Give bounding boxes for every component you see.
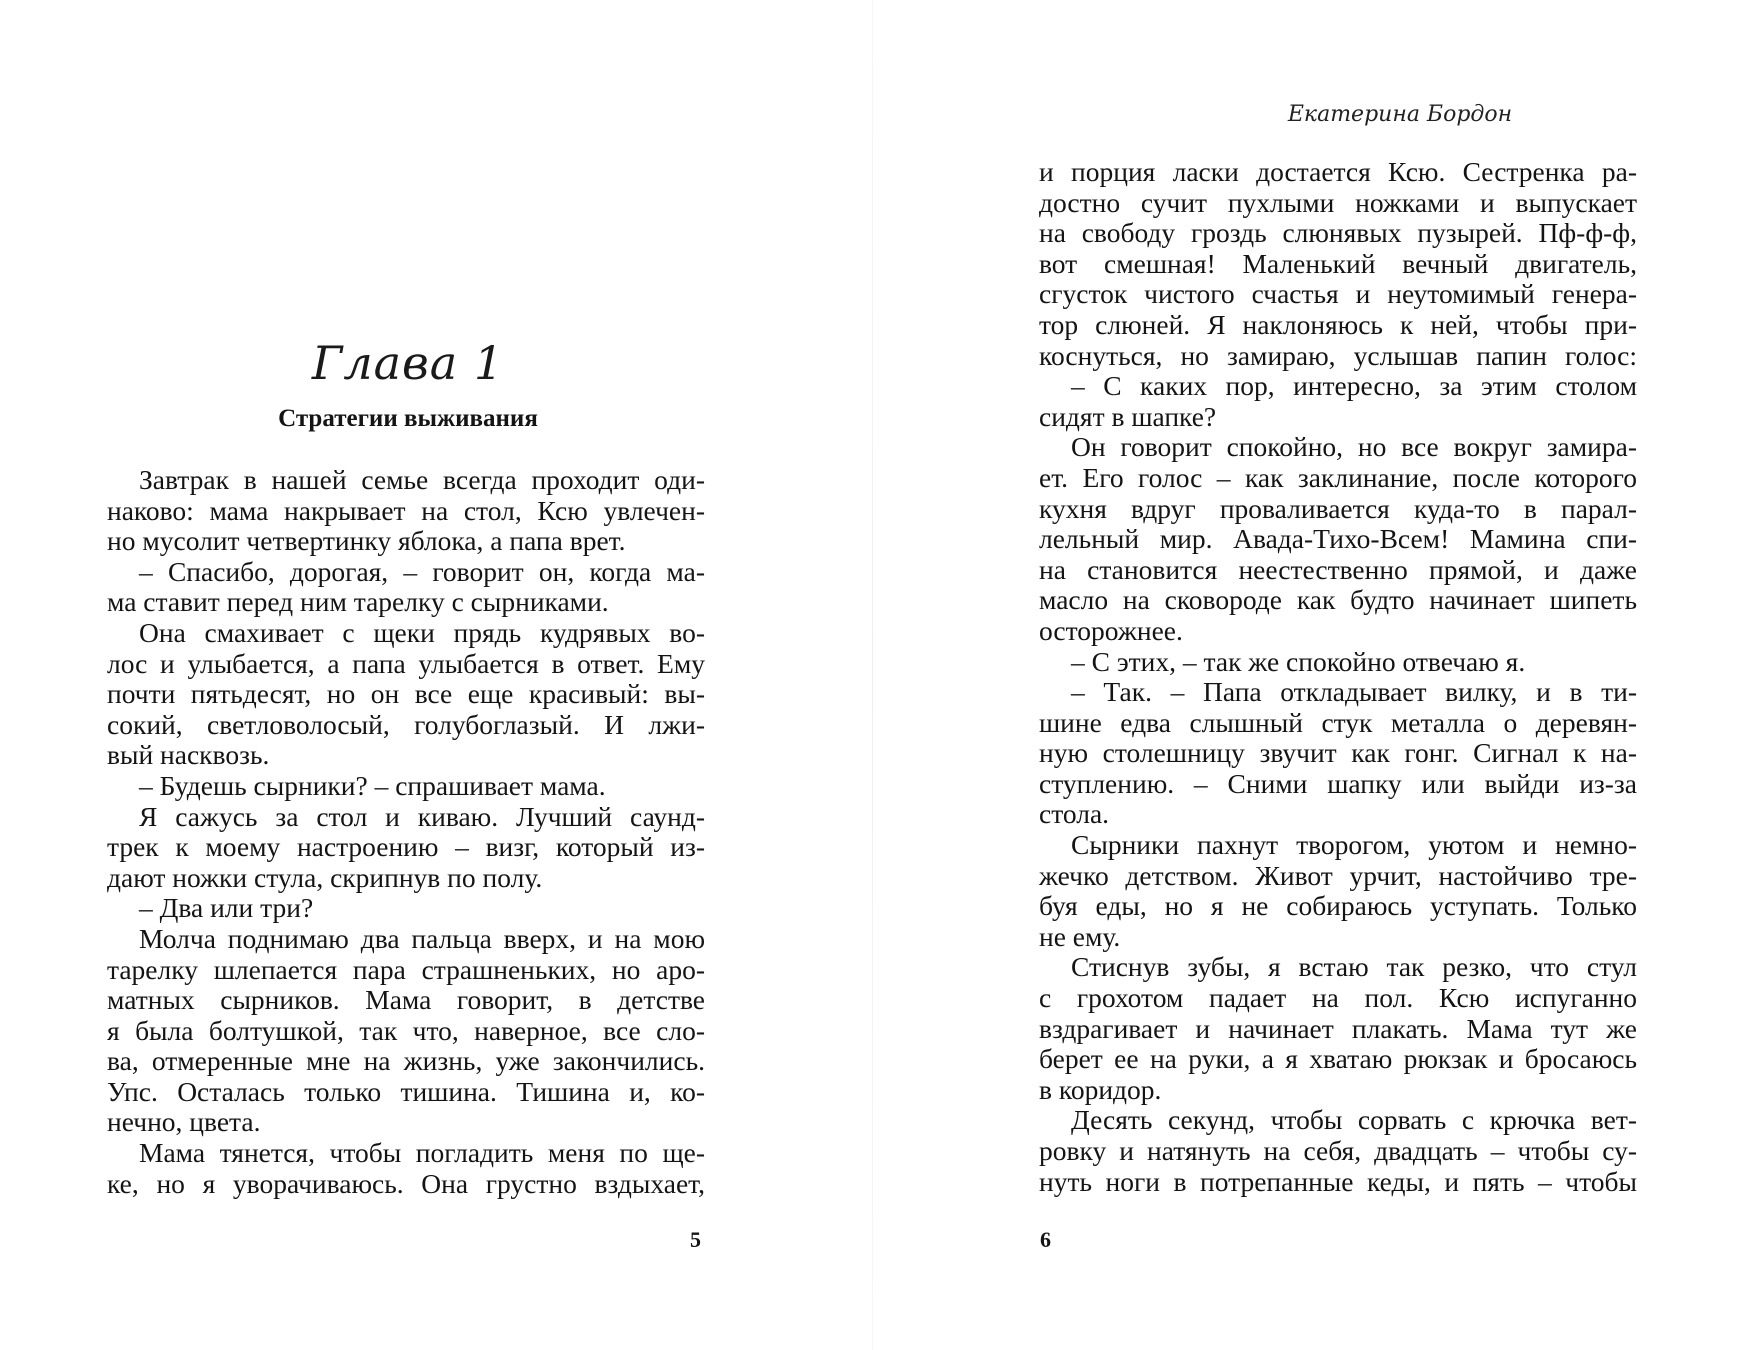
chapter-subtitle: Стратегии выживания [278, 405, 538, 432]
text-line: ке, но я уворачиваюсь. Она грустно вздыхает, [107, 1167, 705, 1199]
text-line: сгусток чистого счастья и неутомимый генера- [1039, 278, 1637, 310]
right-page [873, 0, 1747, 1350]
text-line: коснуться, но замираю, услышав папин голос: [1039, 339, 1637, 371]
text-line: трек к моему настроению – визг, который из- [107, 831, 705, 863]
text-line: ступлению. – Сними шапку или выйди из-за [1039, 767, 1637, 799]
text-line: Мама тянется, чтобы погладить меня по ще- [139, 1137, 705, 1169]
chapter-title: Глава 1 [311, 336, 505, 390]
text-line: – Спасибо, дорогая, – говорит он, когда ма- [139, 555, 705, 587]
text-line: Он говорит спокойно, но все вокруг замира- [1071, 431, 1637, 463]
text-line: сидят в шапке? [1039, 400, 1217, 432]
text-line: лельный мир. Авада-Тихо-Всем! Мамина спи- [1039, 523, 1637, 555]
text-line: на свободу гроздь слюнявых пузырей. Пф-ф-ф, [1039, 217, 1637, 249]
text-line: Завтрак в нашей семье всегда проходит оди- [139, 464, 705, 495]
text-line: нуть ноги в потрепанные кеды, и пять – чтобы [1039, 1165, 1637, 1197]
text-line: вый насквозь. [107, 739, 270, 771]
left-page-text [107, 465, 705, 1199]
page-number: 5 [690, 1227, 701, 1252]
text-line: – Два или три? [139, 892, 314, 924]
text-line: осторожнее. [1039, 614, 1183, 646]
text-line: и порция ласки достается Ксю. Сестренка ра- [1039, 156, 1637, 187]
text-line: масло на сковороде как будто начинает шипеть [1039, 584, 1637, 616]
text-line: ет. Его голос – как заклинание, после которого [1039, 461, 1637, 493]
text-line: кухня вдруг проваливается куда-то в парал- [1039, 492, 1637, 524]
running-head-author: Екатерина Бордон [1287, 102, 1513, 127]
text-line: – С каких пор, интересно, за этим столом [1071, 370, 1637, 402]
text-line: матных сырников. Мама говорит, в детстве [107, 984, 705, 1016]
text-line: наково: мама накрывает на стол, Ксю увлечен- [107, 494, 705, 526]
right-page-text [1039, 157, 1637, 1197]
text-line: Молча поднимаю два пальца вверх, и на мою [139, 922, 705, 954]
left-page [0, 0, 872, 1350]
text-line: жечко детством. Живот урчит, настойчиво тре- [1039, 859, 1637, 891]
text-line: но мусолит четвертинку яблока, а папа врет. [107, 525, 626, 557]
text-line: ва, отмеренные мне на жизнь, уже закончились. [107, 1045, 705, 1077]
text-line: – С этих, – так же спокойно отвечаю я. [1071, 645, 1526, 677]
text-line: – Так. – Папа откладывает вилку, и в ти- [1071, 676, 1637, 708]
text-line: ма ставит перед ним тарелку с сырниками. [107, 586, 609, 618]
text-line: Я сажусь за стол и киваю. Лучший саунд- [139, 800, 705, 832]
page-number: 6 [1040, 1227, 1051, 1252]
text-line: достно сучит пухлыми ножками и выпускает [1039, 186, 1637, 218]
text-line: не ему. [1039, 920, 1121, 952]
text-line: сокий, светловолосый, голубоглазый. И лжи- [107, 708, 705, 740]
text-line: вздрагивает и начинает плакать. Мама тут же [1039, 1012, 1637, 1044]
text-line: вот смешная! Маленький вечный двигатель, [1039, 247, 1637, 279]
text-line: шине едва слышный стук металла о деревян- [1039, 706, 1637, 738]
text-line: буя еды, но я не собираюсь уступать. Только [1039, 890, 1637, 922]
text-line: Она смахивает с щеки прядь кудрявых во- [139, 616, 705, 648]
text-line: Упс. Осталась только тишина. Тишина и, ко- [107, 1075, 705, 1107]
text-line: Стиснув зубы, я встаю так резко, что стул [1071, 951, 1637, 983]
text-line: почти пятьдесят, но он все еще красивый: вы- [107, 678, 705, 710]
text-line: дают ножки стула, скрипнув по полу. [107, 861, 543, 893]
text-line: ровку и натянуть на себя, двадцать – чтобы су- [1039, 1135, 1637, 1166]
text-line: берет ее на руки, а я хватаю рюкзак и бросаюсь [1039, 1043, 1637, 1075]
text-line: лос и улыбается, а папа улыбается в ответ. Ему [107, 647, 705, 679]
text-line: тарелку шлепается пара страшненьких, но аро- [107, 953, 705, 985]
text-line: ную столешницу звучит как гонг. Сигнал к на- [1039, 737, 1637, 769]
text-line: в коридор. [1039, 1073, 1162, 1105]
text-line: с грохотом падает на пол. Ксю испуганно [1039, 982, 1637, 1014]
text-line: нечно, цвета. [107, 1106, 261, 1138]
text-line: стола. [1039, 798, 1110, 830]
text-line: тор слюней. Я наклоняюсь к ней, чтобы при- [1039, 308, 1637, 340]
text-line: – Будешь сырники? – спрашивает мама. [139, 769, 606, 801]
text-line: Десять секунд, чтобы сорвать с крючка вет- [1071, 1104, 1637, 1136]
text-line: на становится неестественно прямой, и даже [1039, 553, 1637, 585]
text-line: Сырники пахнут творогом, уютом и немно- [1071, 829, 1637, 861]
text-line: я была болтушкой, так что, наверное, все сло- [107, 1014, 705, 1046]
